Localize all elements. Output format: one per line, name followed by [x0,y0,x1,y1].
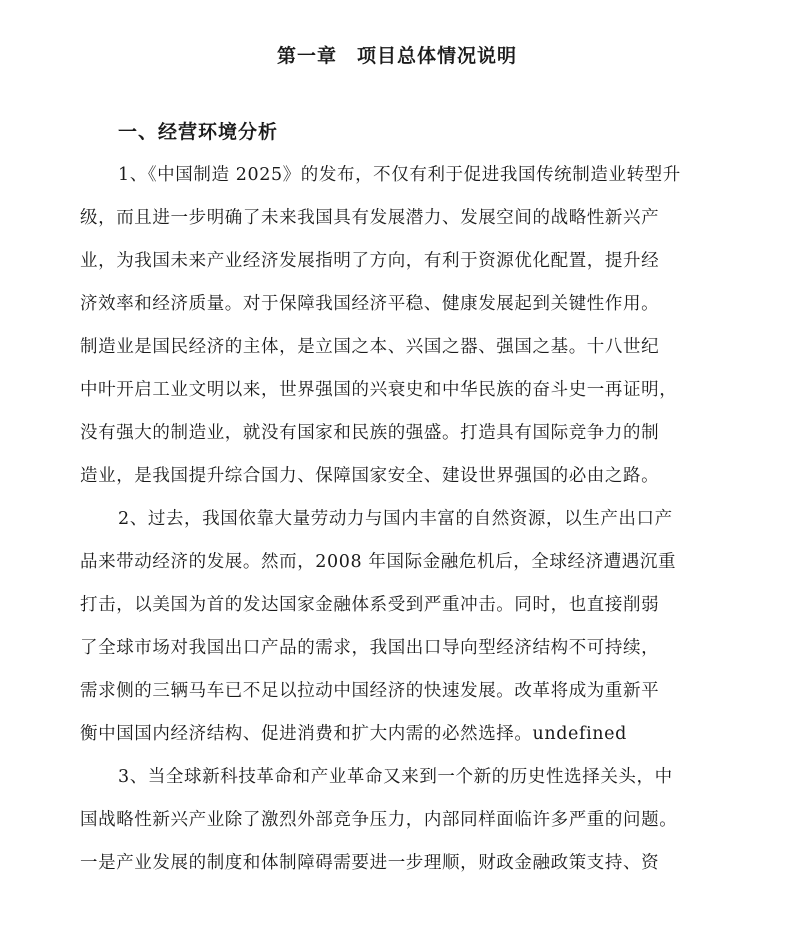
text-line: 国战略性新兴产业除了激烈外部竞争压力，内部同样面临许多严重的问题。 [80,810,678,830]
text-line: 衡中国国内经济结构、促进消费和扩大内需的必然选择。undefined [80,724,627,744]
text-line: 打击，以美国为首的发达国家金融体系受到严重冲击。同时，也直接削弱 [80,595,660,615]
text-line: 品来带动经济的发展。然而，2008 年国际金融危机后，全球经济遭遇沉重 [80,552,677,572]
text-line: 济效率和经济质量。对于保障我国经济平稳、健康发展起到关键性作用。 [80,294,660,314]
section-heading: 一、经营环境分析 [118,121,279,143]
text-line: 3、当全球新科技革命和产业革命又来到一个新的历史性选择关头，中 [118,767,673,787]
text-line: 中叶开启工业文明以来，世界强国的兴衰史和中华民族的奋斗史一再证明， [80,380,678,400]
text-line: 造业，是我国提升综合国力、保障国家安全、建设世界强国的必由之路。 [80,466,660,486]
text-line: 了全球市场对我国出口产品的需求，我国出口导向型经济结构不可持续， [80,638,660,658]
text-line: 级，而且进一步明确了未来我国具有发展潜力、发展空间的战略性新兴产 [80,208,660,228]
text-line: 需求侧的三辆马车已不足以拉动中国经济的快速发展。改革将成为重新平 [80,681,660,701]
chapter-title: 第一章 项目总体情况说明 [276,45,517,67]
text-line: 1、《中国制造 2025》的发布，不仅有利于促进我国传统制造业转型升 [118,165,681,185]
text-line: 业，为我国未来产业经济发展指明了方向，有利于资源优化配置，提升经 [80,251,660,271]
text-line: 制造业是国民经济的主体，是立国之本、兴国之器、强国之基。十八世纪 [80,337,660,357]
text-line: 没有强大的制造业，就没有国家和民族的强盛。打造具有国际竞争力的制 [80,423,660,443]
text-line: 一是产业发展的制度和体制障碍需要进一步理顺，财政金融政策支持、资 [80,853,660,873]
text-line: 2、过去，我国依靠大量劳动力与国内丰富的自然资源，以生产出口产 [118,509,673,529]
